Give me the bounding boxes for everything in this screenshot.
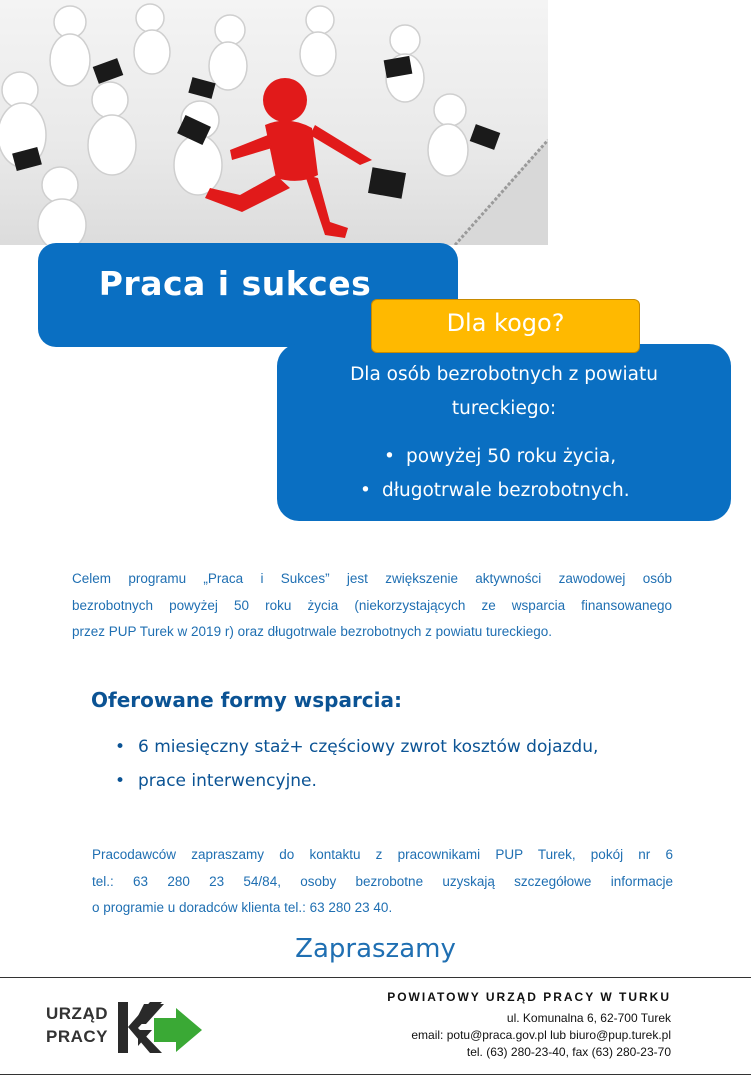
target-bullet: • długotrwale bezrobotnych.: [360, 480, 630, 501]
bullet-dot: •: [384, 446, 395, 467]
hero-image: [0, 0, 548, 245]
support-item: • prace interwencyjne.: [115, 771, 317, 791]
office-name: POWIATOWY URZĄD PRACY W TURKU: [387, 990, 671, 1004]
contact-line: tel.: 63 280 23 54/84, osoby bezrobotne uzyskają szczegółowe informacje: [92, 873, 673, 889]
support-item: • 6 miesięczny staż+ częściowy zwrot kosztów dojazdu,: [115, 737, 599, 757]
intro-line: przez PUP Turek w 2019 r) oraz długotrwale bezrobotnych z powiatu tureckiego.: [72, 624, 552, 639]
target-line-1: Dla osób bezrobotnych z powiatu: [350, 364, 658, 385]
page-title: Praca i sukces: [98, 264, 372, 303]
contact-line: Pracodawców zapraszamy do kontaktu z pracownikami PUP Turek, pokój nr 6: [92, 847, 673, 862]
logo-text-line2: PRACY: [46, 1027, 109, 1046]
office-phone: tel. (63) 280-23-40, fax (63) 280-23-70: [466, 1045, 671, 1059]
intro-line: bezrobotnych powyżej 50 roku życia (niekorzystających ze wsparcia finansowanego: [72, 597, 672, 613]
urzad-pracy-logo-icon: [118, 1000, 203, 1055]
intro-paragraph: [72, 566, 672, 646]
target-bullet: • powyżej 50 roku życia,: [384, 446, 617, 467]
office-address: ul. Komunalna 6, 62-700 Turek: [506, 1011, 671, 1025]
red-figure-running-image: [0, 0, 548, 245]
footer-divider-top: [0, 977, 751, 978]
contact-paragraph: [92, 842, 673, 922]
bullet-dot: •: [360, 480, 371, 501]
target-line-2: tureckiego:: [451, 398, 557, 419]
support-title: Oferowane formy wsparcia:: [91, 688, 403, 712]
invite-text: Zapraszamy: [295, 934, 456, 964]
footer-divider-bottom: [0, 1074, 751, 1075]
intro-line: Celem programu „Praca i Sukces” jest zwiększenie aktywności zawodowej osób: [72, 571, 672, 586]
bullet-dot: •: [115, 771, 126, 791]
office-email: email: potu@praca.gov.pl lub biuro@pup.turek.pl: [411, 1028, 671, 1042]
contact-line: o programie u doradców klienta tel.: 63 280 23 40.: [92, 900, 393, 915]
target-label: Dla kogo?: [446, 309, 565, 337]
bullet-dot: •: [115, 737, 126, 757]
logo-text-line1: URZĄD: [46, 1004, 108, 1023]
